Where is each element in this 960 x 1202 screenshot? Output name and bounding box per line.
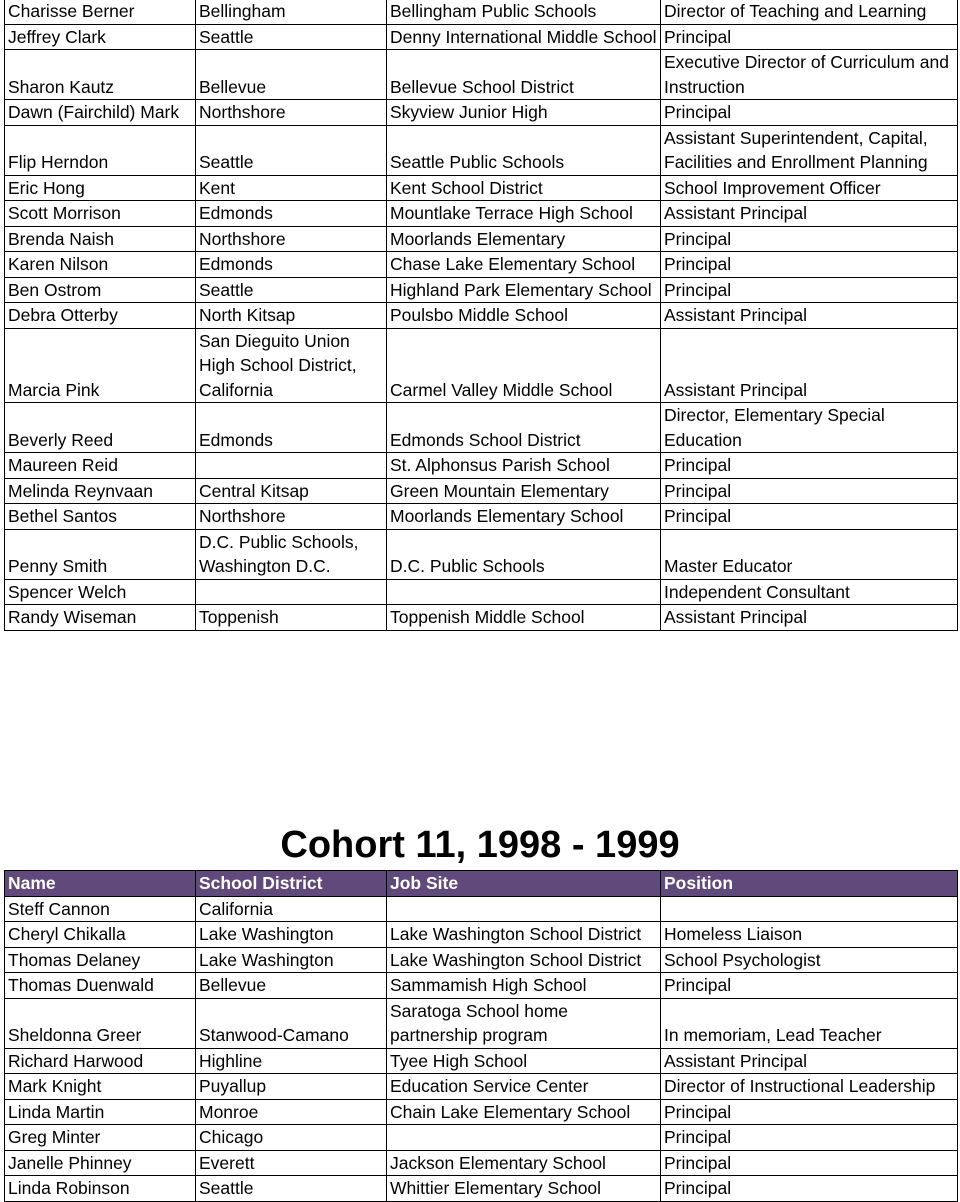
cell-job-site: St. Alphonsus Parish School: [387, 453, 661, 479]
cell-name: Debra Otterby: [5, 303, 196, 329]
table-row: [5, 201, 958, 227]
cell-school-district: Highline: [196, 1048, 387, 1074]
cell-job-site: [387, 579, 661, 605]
cell-position: Principal: [661, 1150, 958, 1176]
table-row: [5, 403, 958, 453]
cell-position: Homeless Liaison: [661, 922, 958, 948]
cell-school-district: Lake Washington: [196, 922, 387, 948]
cell-job-site: D.C. Public Schools: [387, 529, 661, 579]
cell-name: Mark Knight: [5, 1074, 196, 1100]
cell-position: School Psychologist: [661, 947, 958, 973]
cell-position: Principal: [661, 1099, 958, 1125]
cell-school-district: Seattle: [196, 277, 387, 303]
table-row: [5, 303, 958, 329]
cell-school-district: Lake Washington: [196, 947, 387, 973]
cell-name: Flip Herndon: [5, 125, 196, 175]
cell-position: Assistant Principal: [661, 201, 958, 227]
header-job-site: Job Site: [387, 871, 661, 897]
cell-job-site: Sammamish High School: [387, 973, 661, 999]
cell-job-site: Whittier Elementary School: [387, 1176, 661, 1202]
cell-name: Jeffrey Clark: [5, 24, 196, 50]
table-row: [5, 100, 958, 126]
cell-job-site: Toppenish Middle School: [387, 605, 661, 631]
header-name: Name: [5, 871, 196, 897]
cell-name: Richard Harwood: [5, 1048, 196, 1074]
cell-position: Director of Instructional Leadership: [661, 1074, 958, 1100]
cohort-11-body: [5, 896, 958, 1201]
cell-position: Principal: [661, 478, 958, 504]
cell-position: Principal: [661, 453, 958, 479]
cohort-title: Cohort 11, 1998 - 1999: [280, 824, 680, 866]
cell-position: Assistant Principal: [661, 1048, 958, 1074]
cell-job-site: Jackson Elementary School: [387, 1150, 661, 1176]
cell-school-district: Seattle: [196, 125, 387, 175]
cell-job-site: Edmonds School District: [387, 403, 661, 453]
cell-school-district: San Dieguito Union High School District, California: [196, 328, 387, 403]
cell-school-district: Northshore: [196, 226, 387, 252]
table-row: [5, 1125, 958, 1151]
table-row: [5, 0, 958, 24]
cell-job-site: Tyee High School: [387, 1048, 661, 1074]
cell-name: Linda Robinson: [5, 1176, 196, 1202]
cell-school-district: Bellingham: [196, 0, 387, 24]
cell-job-site: [387, 896, 661, 922]
header-row: [5, 871, 958, 897]
previous-cohort-table: [4, 0, 958, 631]
cell-school-district: Everett: [196, 1150, 387, 1176]
cell-position: Principal: [661, 1125, 958, 1151]
cell-school-district: North Kitsap: [196, 303, 387, 329]
table-row: [5, 896, 958, 922]
table-row: [5, 973, 958, 999]
cell-position: Master Educator: [661, 529, 958, 579]
cell-job-site: Kent School District: [387, 175, 661, 201]
cell-name: Spencer Welch: [5, 579, 196, 605]
cell-job-site: Bellingham Public Schools: [387, 0, 661, 24]
cell-school-district: Edmonds: [196, 201, 387, 227]
cell-job-site: Education Service Center: [387, 1074, 661, 1100]
cell-position: Independent Consultant: [661, 579, 958, 605]
table-row: [5, 252, 958, 278]
cell-school-district: Edmonds: [196, 403, 387, 453]
cell-name: Maureen Reid: [5, 453, 196, 479]
header-position: Position: [661, 871, 958, 897]
cell-job-site: Lake Washington School District: [387, 922, 661, 948]
cell-job-site: Denny International Middle School: [387, 24, 661, 50]
table-row: [5, 605, 958, 631]
cell-name: Linda Martin: [5, 1099, 196, 1125]
cell-job-site: Mountlake Terrace High School: [387, 201, 661, 227]
cell-name: Janelle Phinney: [5, 1150, 196, 1176]
cell-name: Eric Hong: [5, 175, 196, 201]
cell-job-site: Lake Washington School District: [387, 947, 661, 973]
cell-position: Assistant Principal: [661, 303, 958, 329]
cell-school-district: California: [196, 896, 387, 922]
table-row: [5, 1074, 958, 1100]
table-row: [5, 175, 958, 201]
previous-cohort-body: [5, 0, 958, 630]
cell-school-district: Bellevue: [196, 50, 387, 100]
cell-name: Brenda Naish: [5, 226, 196, 252]
cell-school-district: Chicago: [196, 1125, 387, 1151]
cell-name: Marcia Pink: [5, 328, 196, 403]
cell-school-district: Northshore: [196, 100, 387, 126]
cell-name: Beverly Reed: [5, 403, 196, 453]
cohort-11-header: [5, 871, 958, 897]
cell-name: Sheldonna Greer: [5, 998, 196, 1048]
cell-school-district: Toppenish: [196, 605, 387, 631]
cell-position: Assistant Principal: [661, 328, 958, 403]
table-row: [5, 453, 958, 479]
cell-job-site: Chain Lake Elementary School: [387, 1099, 661, 1125]
cell-name: Cheryl Chikalla: [5, 922, 196, 948]
cell-job-site: Chase Lake Elementary School: [387, 252, 661, 278]
table-row: [5, 125, 958, 175]
cell-name: Sharon Kautz: [5, 50, 196, 100]
cell-school-district: Seattle: [196, 1176, 387, 1202]
cell-position: Assistant Principal: [661, 605, 958, 631]
cell-job-site: Highland Park Elementary School: [387, 277, 661, 303]
cell-job-site: Saratoga School home partnership program: [387, 998, 661, 1048]
table-row: [5, 328, 958, 403]
cell-name: Steff Cannon: [5, 896, 196, 922]
cell-position: School Improvement Officer: [661, 175, 958, 201]
cell-position: Principal: [661, 252, 958, 278]
cell-school-district: [196, 453, 387, 479]
cell-school-district: Edmonds: [196, 252, 387, 278]
cell-position: Principal: [661, 1176, 958, 1202]
cell-name: Ben Ostrom: [5, 277, 196, 303]
cell-school-district: Monroe: [196, 1099, 387, 1125]
table-row: [5, 1048, 958, 1074]
cell-job-site: Moorlands Elementary: [387, 226, 661, 252]
table-row: [5, 1150, 958, 1176]
table-row: [5, 998, 958, 1048]
cell-position: Director, Elementary Special Education: [661, 403, 958, 453]
cell-job-site: Green Mountain Elementary: [387, 478, 661, 504]
table-row: [5, 947, 958, 973]
cell-school-district: D.C. Public Schools, Washington D.C.: [196, 529, 387, 579]
cell-school-district: Central Kitsap: [196, 478, 387, 504]
table-row: [5, 1099, 958, 1125]
cell-name: Karen Nilson: [5, 252, 196, 278]
table-row: [5, 50, 958, 100]
cell-position: [661, 896, 958, 922]
cell-job-site: Seattle Public Schools: [387, 125, 661, 175]
cell-name: Thomas Delaney: [5, 947, 196, 973]
table-row: [5, 24, 958, 50]
cell-position: Assistant Superintendent, Capital, Facilities and Enrollment Planning: [661, 125, 958, 175]
cell-name: Greg Minter: [5, 1125, 196, 1151]
cell-name: Thomas Duenwald: [5, 973, 196, 999]
cell-job-site: Bellevue School District: [387, 50, 661, 100]
cell-name: Charisse Berner: [5, 0, 196, 24]
cell-position: Director of Teaching and Learning: [661, 0, 958, 24]
cell-position: Executive Director of Curriculum and Instruction: [661, 50, 958, 100]
cell-name: Melinda Reynvaan: [5, 478, 196, 504]
table-row: [5, 478, 958, 504]
cell-job-site: [387, 1125, 661, 1151]
table-row: [5, 922, 958, 948]
cell-name: Dawn (Fairchild) Mark: [5, 100, 196, 126]
cell-position: Principal: [661, 100, 958, 126]
table-row: [5, 579, 958, 605]
table-row: [5, 277, 958, 303]
cell-position: Principal: [661, 504, 958, 530]
cell-school-district: Bellevue: [196, 973, 387, 999]
cell-name: Scott Morrison: [5, 201, 196, 227]
cell-school-district: Northshore: [196, 504, 387, 530]
cell-job-site: Skyview Junior High: [387, 100, 661, 126]
cell-position: Principal: [661, 24, 958, 50]
cell-position: In memoriam, Lead Teacher: [661, 998, 958, 1048]
cell-school-district: Puyallup: [196, 1074, 387, 1100]
cell-school-district: Kent: [196, 175, 387, 201]
cell-school-district: Seattle: [196, 24, 387, 50]
table-row: [5, 529, 958, 579]
header-school-district: School District: [196, 871, 387, 897]
cell-school-district: [196, 579, 387, 605]
cell-job-site: Moorlands Elementary School: [387, 504, 661, 530]
cell-name: Randy Wiseman: [5, 605, 196, 631]
cell-job-site: Poulsbo Middle School: [387, 303, 661, 329]
cell-job-site: Carmel Valley Middle School: [387, 328, 661, 403]
cell-position: Principal: [661, 226, 958, 252]
cell-school-district: Stanwood-Camano: [196, 998, 387, 1048]
cohort-11-table: [4, 870, 958, 1202]
cell-name: Penny Smith: [5, 529, 196, 579]
table-row: [5, 1176, 958, 1202]
cell-position: Principal: [661, 277, 958, 303]
cell-name: Bethel Santos: [5, 504, 196, 530]
cell-position: Principal: [661, 973, 958, 999]
table-row: [5, 504, 958, 530]
table-row: [5, 226, 958, 252]
